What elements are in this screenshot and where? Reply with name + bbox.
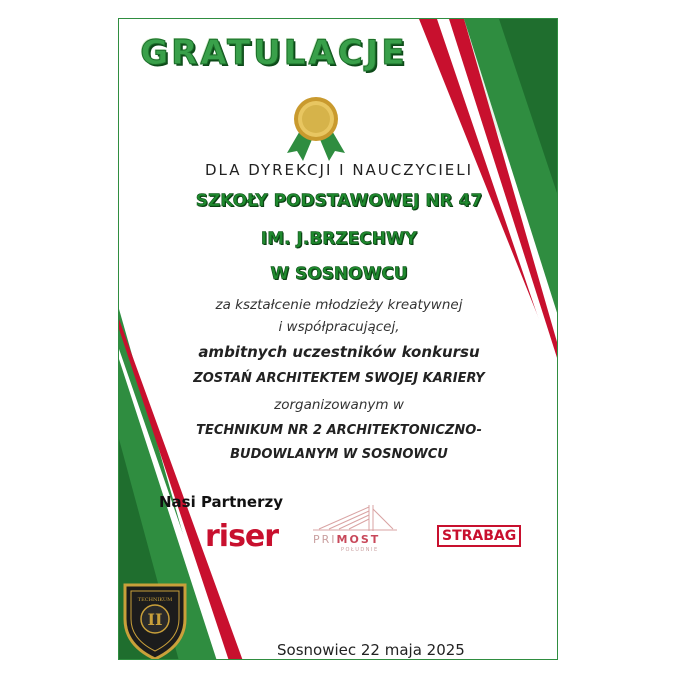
- medal-icon: [283, 91, 349, 167]
- reason-line1: za kształcenie młodzieży kreatywnej: [215, 297, 463, 313]
- primost-logo: [313, 533, 380, 546]
- dedication-line: DLA DYREKCJI I NAUCZYCIELI: [204, 161, 474, 179]
- primost-suffix: MOST: [336, 533, 381, 546]
- riser-logo: riser: [205, 519, 279, 554]
- school-name-line1: SZKOŁY PODSTAWOWEJ NR 47: [195, 191, 483, 211]
- crest-numeral: II: [147, 610, 163, 629]
- school-crest-icon: [119, 579, 191, 660]
- date-line: Sosnowiec 22 maja 2025: [277, 641, 465, 659]
- crest-text: TECHNIKUM: [137, 597, 173, 603]
- technikum-line1: TECHNIKUM NR 2 ARCHITEKTONICZNO-: [196, 423, 482, 438]
- strabag-logo: STRABAG: [437, 525, 521, 547]
- organized-line: zorganizowanym w: [274, 397, 404, 413]
- certificate-title: GRATULACJE: [140, 33, 408, 73]
- school-name-line2: IM. J.BRZECHWY: [260, 229, 418, 249]
- reason-line2: i współpracującej,: [278, 319, 400, 335]
- ambitious-line: ambitnych uczestników konkursu: [198, 343, 480, 361]
- primost-subtitle: POŁUDNIE: [341, 547, 379, 553]
- contest-name: ZOSTAŃ ARCHITEKTEM SWOJEJ KARIERY: [193, 371, 485, 386]
- certificate-card: [118, 18, 558, 660]
- partners-label: Nasi Partnerzy: [159, 493, 284, 511]
- school-name-line3: W SOSNOWCU: [270, 264, 408, 284]
- technikum-line2: BUDOWLANYM W SOSNOWCU: [230, 447, 448, 462]
- primost-prefix: PRI: [313, 533, 337, 546]
